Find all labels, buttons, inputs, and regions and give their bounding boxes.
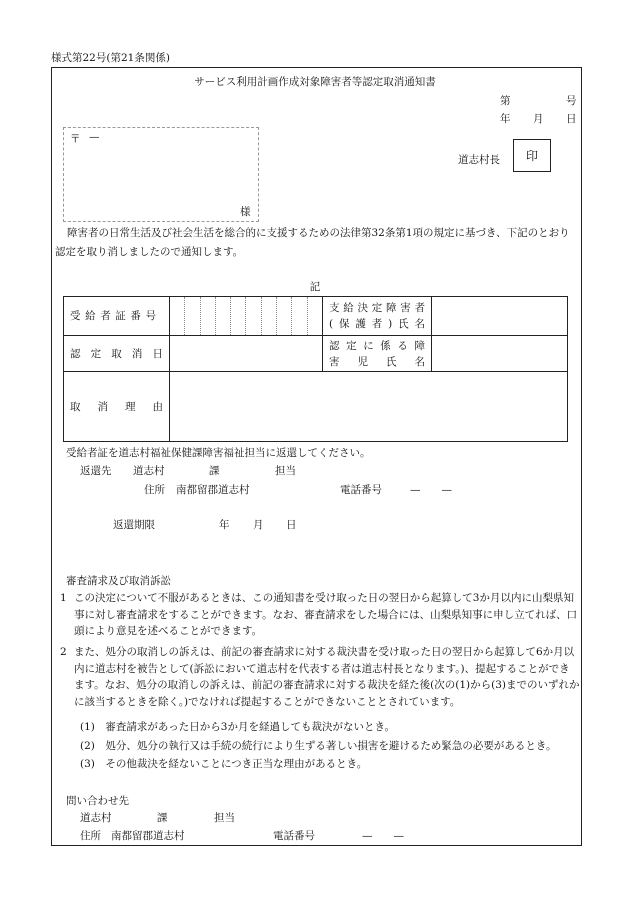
postal-dash: — [89, 131, 100, 143]
form-number: 様式第22号(第21条関係) [51, 52, 170, 64]
sender-title: 道志村長 [458, 154, 500, 166]
inquiry-address: 南都留郡道志村 [111, 830, 185, 842]
appeal-item-2-text: また、処分の取消しの訴えは、前記の審査請求に対する裁決書を受け取った日の翌日から起算して6か月以内に道志村を被告として(訴訟において道志村を代表する者は道志村長となります。)、提起することができます。なお、処分の取消しの訴えは、前記の審査請求に対する裁決を経た後(次の(1)から(3)までのいずれかに該当するときを除く。)でなければ提起することができないこととされています。 [74, 646, 580, 708]
decided-person-name[interactable] [432, 297, 568, 336]
appeal-sub-3: (3) その他裁決を経ないことにつき正当な理由があるとき。 [80, 758, 368, 770]
return-dept: 課 [209, 465, 220, 477]
inquiry-dept: 課 [157, 812, 168, 824]
label-decided-person: 支給決定障害者 (保護者)氏名 [323, 297, 432, 336]
return-address-label: 住所 [144, 484, 165, 496]
return-address: 南都留郡道志村 [176, 484, 250, 496]
inquiry-heading: 問い合わせ先 [66, 795, 129, 807]
label-cancel-date: 認定取消日 [64, 336, 170, 372]
appeal-item-1-text: この決定について不服があるときは、この通知書を受け取った日の翌日から起算して3か月以内に山梨県知事に対し審査請求をすることができます。なお、審査請求をした場合には、山梨県知事に申し立てれば、口頭により意見を述べることができます。 [74, 592, 578, 637]
appeal-heading: 審査請求及び取消訴訟 [66, 575, 171, 587]
document-title: サービス利用計画作成対象障害者等認定取消通知書 [194, 76, 436, 88]
label-recipient-cert-no: 受給者証番号 [64, 297, 170, 336]
appeal-item-2-number: 2 [60, 646, 67, 658]
inquiry-phone-label: 電話番号 [273, 830, 315, 842]
inquiry-village: 道志村 [80, 812, 112, 824]
child-name-value[interactable] [432, 336, 568, 372]
date-month: 月 [533, 113, 544, 125]
return-notice: 受給者証を道志村福祉保健課障害福祉担当に返還してください。 [66, 447, 371, 459]
honorific: 様 [240, 206, 251, 218]
cert-no-digits[interactable] [170, 297, 323, 336]
date-year: 年 [500, 113, 511, 125]
return-charge: 担当 [275, 465, 296, 477]
ki-label: 記 [309, 281, 321, 293]
date-day: 日 [566, 113, 577, 125]
postal-mark: 〒 [70, 133, 81, 145]
inquiry-charge: 担当 [214, 812, 235, 824]
number-suffix: 号 [566, 95, 577, 107]
return-deadline-label: 返還期限 [113, 519, 155, 531]
appeal-item-1-number: 1 [60, 592, 67, 604]
inquiry-phone-dashes: — — [362, 830, 404, 842]
record-table [63, 296, 568, 442]
inquiry-address-label: 住所 [80, 830, 101, 842]
body-text: 障害者の日常生活及び社会生活を総合的に支援するための法律第32条第1項の規定に基づき、下記のとおり認定を取り消しましたので通知します。 [55, 227, 570, 258]
return-to-label: 返還先 [80, 465, 112, 477]
cancel-date-value[interactable] [170, 336, 323, 372]
return-deadline-year: 年 [219, 519, 230, 531]
appeal-sub-1: (1) 審査請求があった日から3か月を経過しても裁決がないとき。 [80, 721, 396, 733]
reason-value[interactable] [170, 372, 568, 442]
return-phone-label: 電話番号 [340, 484, 382, 496]
appeal-item-2 [60, 644, 580, 710]
number-prefix: 第 [500, 95, 511, 107]
return-village: 道志村 [133, 465, 165, 477]
return-deadline-day: 日 [286, 519, 297, 531]
seal-label: 印 [525, 149, 538, 163]
seal-box [513, 139, 551, 172]
appeal-item-1 [60, 590, 580, 640]
return-phone-dashes: — — [410, 484, 452, 496]
return-deadline-month: 月 [253, 519, 264, 531]
label-child-name: 認定に係る障 害児氏名 [323, 336, 432, 372]
label-reason: 取消理由 [64, 372, 170, 442]
appeal-sub-2: (2) 処分、処分の執行又は手続の続行により生ずる著しい損害を避けるため緊急の必要があるとき。 [80, 740, 557, 752]
